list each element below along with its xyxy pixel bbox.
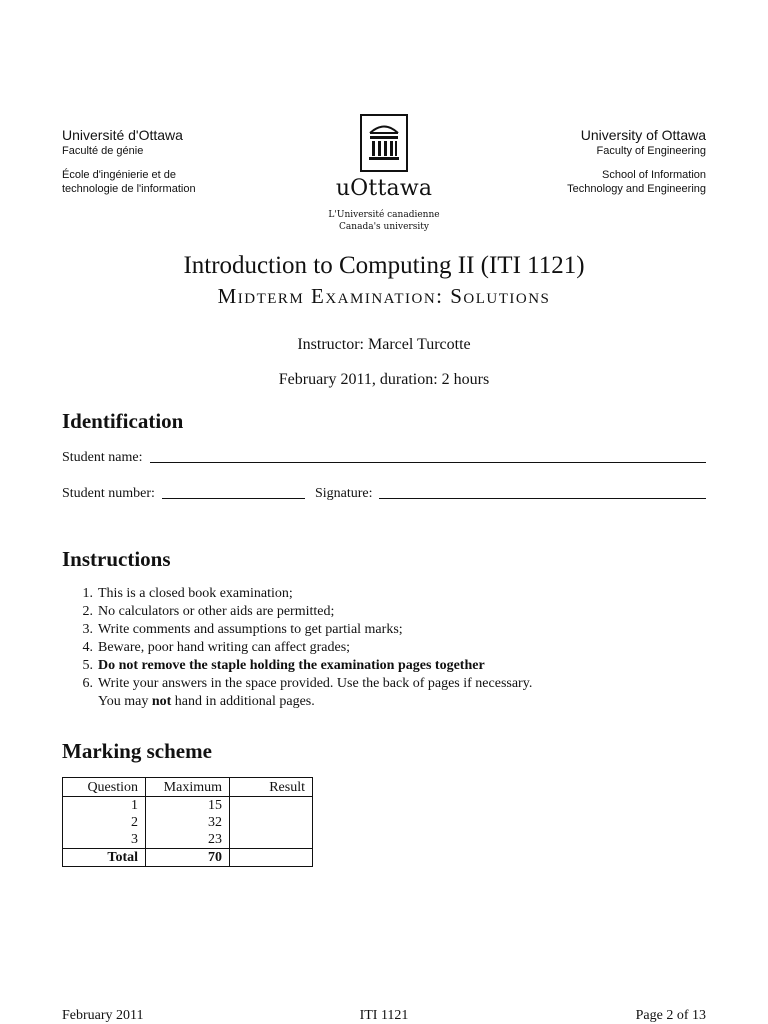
list-item-number: 3. [82, 622, 93, 637]
faculty-name-fr: Faculté de génie [62, 145, 144, 157]
result-cell [230, 797, 313, 815]
column-header-question: Question [63, 778, 146, 797]
footer-page-number: Page 2 of 13 [635, 1008, 706, 1023]
marking-scheme-heading: Marking scheme [62, 739, 212, 763]
result-cell [230, 814, 313, 831]
instructor-line: Instructor: Marcel Turcotte [297, 336, 471, 353]
school-name-fr-line2: technologie de l'information [62, 183, 196, 195]
list-item-number: 6. [82, 676, 93, 691]
total-result-cell [230, 849, 313, 867]
list-item-text-line2-bold: not [151, 694, 172, 709]
maximum-cell: 15 [146, 797, 230, 815]
list-item-text: Write comments and assumptions to get partial marks; [98, 622, 403, 637]
marking-scheme-table [62, 777, 313, 867]
student-number-row [62, 484, 706, 503]
student-number-label: Student number: [62, 486, 155, 501]
list-item [62, 585, 712, 603]
signature-field[interactable] [379, 484, 706, 499]
header-right-affiliation [567, 126, 706, 196]
table-row [63, 814, 313, 831]
table-header-row [63, 778, 313, 797]
maximum-cell: 23 [146, 831, 230, 849]
total-maximum-cell: 70 [146, 849, 230, 867]
list-item-number: 5. [82, 658, 93, 673]
school-name-fr-line1: École d'ingénierie et de [62, 169, 177, 181]
table-row [63, 831, 313, 849]
list-item [62, 675, 712, 711]
list-item-text-line2-post: hand in additional pages. [171, 694, 315, 709]
instructions-list [62, 585, 712, 711]
list-item-text: Beware, poor hand writing can affect grades; [98, 640, 351, 655]
school-name-en-line2: Technology and Engineering [567, 183, 706, 195]
result-cell [230, 831, 313, 849]
table-total-row [63, 849, 313, 867]
list-item-number: 2. [82, 604, 93, 619]
instructions-heading: Instructions [62, 547, 171, 571]
footer-course-code: ITI 1121 [359, 1008, 409, 1023]
question-cell: 1 [63, 797, 146, 815]
student-name-field[interactable] [150, 448, 707, 463]
column-header-maximum: Maximum [146, 778, 230, 797]
maximum-cell: 32 [146, 814, 230, 831]
logo-wordmark: uOttawa [335, 176, 433, 201]
student-name-label: Student name: [62, 450, 143, 465]
course-title: Introduction to Computing II (ITI 1121) [183, 252, 585, 279]
exam-title [0, 250, 768, 310]
university-name-en: University of Ottawa [580, 127, 706, 143]
list-item [62, 621, 712, 639]
table-row [63, 797, 313, 815]
student-number-field[interactable] [162, 484, 305, 499]
logo-tagline-fr: L'Université canadienne [328, 210, 440, 220]
identification-heading: Identification [62, 409, 184, 433]
list-item-text: Write your answers in the space provided. Use the back of pages if necessary. [98, 676, 533, 691]
question-cell: 3 [63, 831, 146, 849]
footer-date: February 2011 [62, 1008, 144, 1023]
list-item [62, 657, 712, 675]
column-header-result: Result [230, 778, 313, 797]
building-icon [360, 114, 408, 172]
university-name-fr: Université d'Ottawa [62, 127, 183, 143]
list-item-number: 4. [82, 640, 93, 655]
list-item-text: This is a closed book examination; [98, 586, 293, 601]
student-name-row [62, 448, 706, 467]
question-cell: 2 [63, 814, 146, 831]
list-item-text-block [93, 675, 712, 711]
list-item-text-line2-pre: You may [98, 694, 152, 709]
exam-subtitle: Midterm Examination: Solutions [217, 284, 551, 308]
faculty-name-en: Faculty of Engineering [596, 145, 706, 157]
list-item [62, 639, 712, 657]
list-item-text: Do not remove the staple holding the examination pages together [98, 658, 485, 673]
date-duration-line: February 2011, duration: 2 hours [278, 371, 490, 388]
total-label-cell: Total [63, 849, 146, 867]
signature-label: Signature: [314, 486, 373, 501]
list-item-number: 1. [82, 586, 93, 601]
list-item-text: No calculators or other aids are permitted; [98, 604, 335, 619]
school-name-en-line1: School of Information [602, 169, 706, 181]
logo-tagline-en: Canada's university [339, 222, 429, 232]
list-item [62, 603, 712, 621]
